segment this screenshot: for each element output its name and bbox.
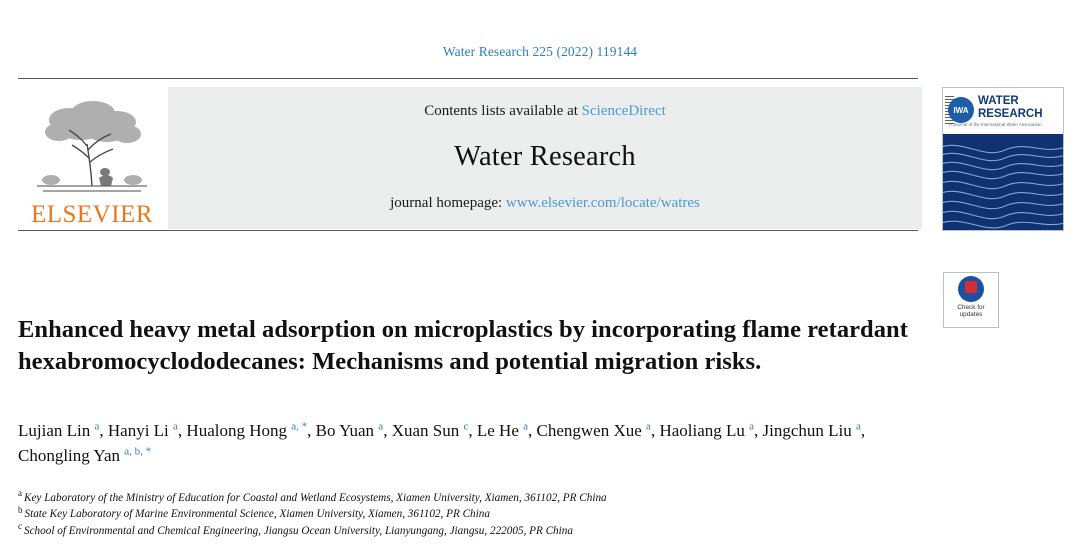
- crossmark-label: [957, 304, 984, 319]
- elsevier-tree-icon: [29, 94, 155, 202]
- affiliation-item: [18, 490, 948, 506]
- author-item: Hualong Hong $^{a, *}$,: [186, 420, 316, 440]
- crossmark-icon: [958, 276, 984, 302]
- affiliation-item: [18, 506, 948, 522]
- author-affil-marks: a: [523, 420, 529, 433]
- cover-title-line2: RESEARCH: [978, 107, 1043, 120]
- author-item: Hanyi Li $^a$,: [107, 420, 187, 440]
- author-affil-marks: c: [463, 420, 469, 433]
- page-title: Enhanced heavy metal adsorption on microplastics by incorporating flame retardant hexabromocyclododecanes: Mechanisms and potential migration risks.: [18, 316, 908, 376]
- author-affil-marks: a: [749, 420, 755, 433]
- contents-prefix: Contents lists available at: [424, 103, 582, 119]
- author-item: Chengwen Xue $^a$,: [536, 420, 660, 440]
- affiliation-mark: b: [18, 504, 23, 515]
- elsevier-wordmark: ELSEVIER: [30, 201, 154, 228]
- crossmark-label-line2: updates: [959, 311, 983, 319]
- journal-homepage-link[interactable]: www.elsevier.com/locate/watres: [505, 195, 700, 211]
- author-item: Xuan Sun $^c$,: [391, 420, 477, 440]
- masthead-rule-top: [18, 78, 918, 79]
- author-affil-marks: a: [173, 420, 178, 433]
- affiliation-mark: c: [18, 521, 22, 532]
- elsevier-logo: [18, 87, 166, 229]
- homepage-line: [168, 195, 922, 212]
- author-affil-marks: a: [94, 420, 100, 433]
- author-list: [18, 418, 930, 468]
- masthead-rule-bottom: [18, 230, 918, 231]
- author-item: Jingchun Liu $^a$,: [762, 420, 866, 440]
- cover-header: [943, 88, 1063, 135]
- homepage-prefix: journal homepage:: [390, 195, 506, 211]
- crossmark-label-line1: Check for: [957, 304, 985, 311]
- author-item: Haoliang Lu $^a$,: [659, 420, 763, 440]
- author-affil-marks: a: [378, 420, 384, 433]
- affiliation-item: [18, 523, 948, 539]
- author-item: Le He $^a$,: [476, 420, 537, 440]
- affiliation-list: [18, 490, 948, 539]
- contents-line: [168, 103, 922, 120]
- author-affil-marks: a, b, *: [124, 445, 152, 458]
- cover-title-line1: WATER: [978, 95, 1019, 107]
- cover-wave-graphic: [943, 134, 1063, 230]
- journal-cover-thumbnail: [942, 87, 1064, 231]
- cover-title: [978, 95, 1043, 120]
- affiliation-text: State Key Laboratory of Marine Environmental Science, Xiamen University, Xiamen, 361102, PR China: [24, 508, 490, 521]
- author-item: Lujian Lin $^a$,: [18, 420, 108, 440]
- author-affil-marks: a: [856, 420, 861, 433]
- masthead-band: [168, 87, 922, 229]
- author-affil-marks: a, *: [291, 420, 308, 433]
- affiliation-text: Key Laboratory of the Ministry of Education for Coastal and Wetland Ecosystems, Xiamen University, Xiamen, 361102, PR China: [24, 492, 607, 504]
- affiliation-text: School of Environmental and Chemical Engineering, Jiangsu Ocean University, Lianyungang, Jiangsu, 222005, PR China: [24, 524, 573, 537]
- author-item: Bo Yuan $^a$,: [315, 420, 392, 440]
- affiliation-mark: a: [18, 488, 22, 499]
- author-affil-marks: a: [646, 420, 651, 433]
- running-head: Water Research 225 (2022) 119144: [442, 44, 638, 59]
- journal-masthead: [18, 78, 1062, 236]
- crossmark-check-for-updates-badge[interactable]: [943, 272, 999, 328]
- journal-title: Water Research: [454, 141, 636, 172]
- iwa-logo-icon: IWA: [948, 97, 974, 123]
- sciencedirect-link[interactable]: ScienceDirect: [581, 103, 666, 119]
- cover-subtitle: A Journal of the International Water Association: [949, 122, 1042, 127]
- author-item: Chongling Yan $^{a, b, *}$: [18, 445, 152, 465]
